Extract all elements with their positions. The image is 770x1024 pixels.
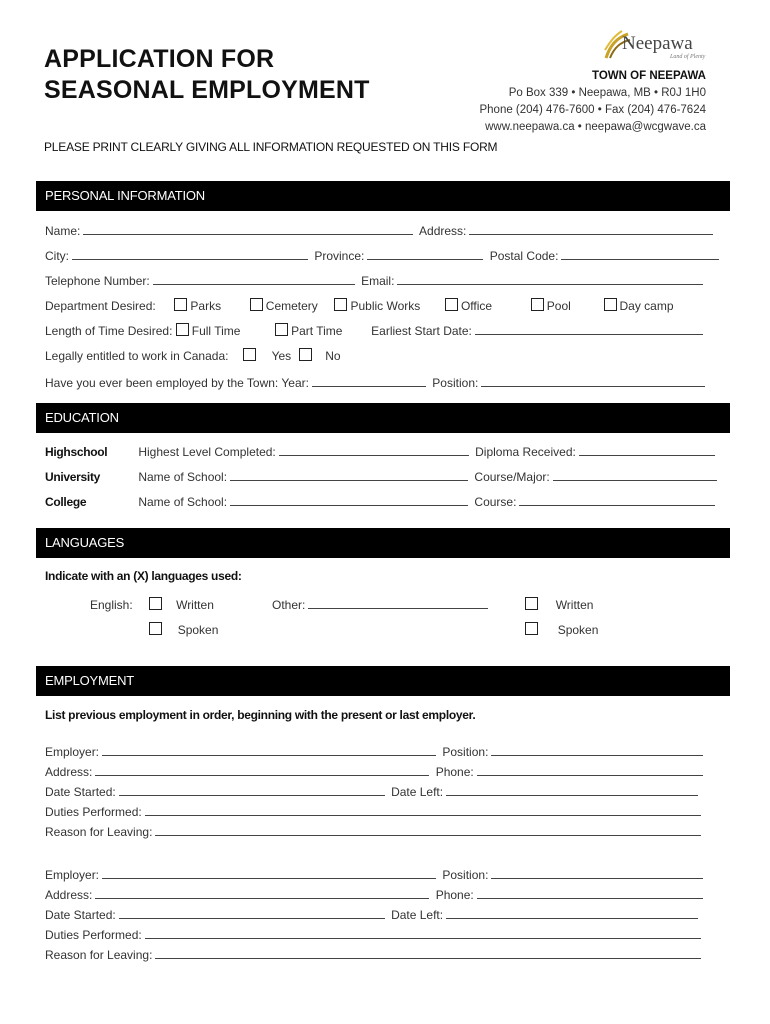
cemetery-checkbox[interactable] — [250, 298, 263, 311]
employer2-left-field[interactable] — [446, 907, 698, 919]
row-other-written — [525, 597, 593, 612]
employer1-duties-field[interactable] — [145, 804, 701, 816]
employer1-reason-row — [45, 824, 704, 839]
employer1-label: Employer: — [45, 745, 100, 759]
employer1-duties-label: Duties Performed: — [45, 805, 142, 819]
employer1-address-label: Address: — [45, 765, 93, 779]
employer2-duties-label: Duties Performed: — [45, 928, 142, 942]
logo-tagline: Land of Plenty — [670, 54, 706, 60]
row-city — [45, 248, 722, 263]
employer1-position-field[interactable] — [491, 744, 703, 756]
employer2-dates-row — [45, 907, 701, 922]
employer2-label: Employer: — [45, 868, 100, 882]
course-major-label: Course/Major: — [474, 470, 550, 484]
pool-label: Pool — [546, 299, 571, 313]
row-highschool — [45, 444, 718, 459]
town-phone: Phone (204) 476-7600 • Fax (204) 476-7624 — [479, 104, 706, 116]
university-label: University — [45, 470, 101, 484]
form-title-line1: APPLICATION FOR — [44, 45, 275, 73]
email-field[interactable] — [397, 273, 703, 285]
course-field[interactable] — [519, 494, 715, 506]
other-spoken-label: Spoken — [557, 623, 599, 637]
contact-block — [479, 68, 706, 136]
employer2-address-field[interactable] — [95, 887, 429, 899]
employer2-address-row — [45, 887, 706, 902]
town-name: TOWN OF NEEPAWA — [592, 70, 706, 82]
employer2-row — [45, 867, 706, 882]
public-works-checkbox[interactable] — [334, 298, 347, 311]
form-instruction: PLEASE PRINT CLEARLY GIVING ALL INFORMATION REQUESTED ON THIS FORM — [44, 140, 498, 154]
employer2-position-field[interactable] — [491, 867, 703, 879]
employer2-address-label: Address: — [45, 888, 93, 902]
yes-label: Yes — [271, 349, 292, 363]
highschool-label: Highschool — [45, 445, 108, 459]
length-label: Length of Time Desired: — [45, 324, 173, 338]
pool-checkbox[interactable] — [531, 298, 544, 311]
other-label: Other: — [272, 598, 306, 612]
employed-year-field[interactable] — [312, 375, 426, 387]
employer1-reason-field[interactable] — [155, 824, 701, 836]
employer2-duties-row — [45, 927, 704, 942]
row-legal — [45, 348, 345, 363]
section-education: EDUCATION — [36, 403, 730, 433]
town-web: www.neepawa.ca • neepawa@wcgwave.ca — [485, 121, 706, 133]
languages-instruction: Indicate with an (X) languages used: — [45, 569, 242, 583]
employer1-left-label: Date Left: — [391, 785, 444, 799]
english-written-label: Written — [176, 598, 214, 612]
office-checkbox[interactable] — [445, 298, 458, 311]
name-label: Name: — [45, 224, 81, 238]
college-label: College — [45, 495, 87, 509]
name-field[interactable] — [83, 223, 413, 235]
employed-before-label: Have you ever been employed by the Town: Year: — [45, 376, 309, 390]
college-school-field[interactable] — [230, 494, 468, 506]
part-time-label: Part Time — [291, 324, 343, 338]
employer2-reason-field[interactable] — [155, 947, 701, 959]
employer2-duties-field[interactable] — [145, 927, 701, 939]
employer2-field[interactable] — [102, 867, 436, 879]
row-english — [90, 597, 214, 612]
department-label: Department Desired: — [45, 299, 156, 313]
employer1-started-label: Date Started: — [45, 785, 116, 799]
province-field[interactable] — [367, 248, 483, 260]
postal-field[interactable] — [561, 248, 719, 260]
employer2-reason-label: Reason for Leaving: — [45, 948, 153, 962]
employer2-started-field[interactable] — [119, 907, 385, 919]
address-field[interactable] — [469, 223, 713, 235]
other-language-field[interactable] — [308, 597, 488, 609]
course-major-field[interactable] — [553, 469, 717, 481]
employer2-position-label: Position: — [442, 868, 489, 882]
diploma-field[interactable] — [579, 444, 715, 456]
employer1-row — [45, 744, 706, 759]
employer2-phone-label: Phone: — [435, 888, 474, 902]
prev-position-field[interactable] — [481, 375, 705, 387]
employer1-address-field[interactable] — [95, 764, 429, 776]
english-written-checkbox[interactable] — [149, 597, 162, 610]
start-date-label: Earliest Start Date: — [371, 324, 472, 338]
highest-level-label: Highest Level Completed: — [138, 445, 276, 459]
full-time-label: Full Time — [191, 324, 241, 338]
email-label: Email: — [361, 274, 395, 288]
province-label: Province: — [314, 249, 365, 263]
prev-position-label: Position: — [432, 376, 479, 390]
form-title-line2: SEASONAL EMPLOYMENT — [44, 76, 370, 104]
employment-instruction: List previous employment in order, beginning with the present or last employer. — [45, 708, 476, 722]
other-written-label: Written — [555, 598, 594, 612]
cemetery-label: Cemetery — [265, 299, 318, 313]
other-spoken-checkbox[interactable] — [525, 622, 538, 635]
employer1-phone-label: Phone: — [435, 765, 474, 779]
section-employment: EMPLOYMENT — [36, 666, 730, 696]
day-camp-label: Day camp — [619, 299, 674, 313]
city-field[interactable] — [72, 248, 308, 260]
other-written-checkbox[interactable] — [525, 597, 538, 610]
no-label: No — [325, 349, 341, 363]
row-other — [272, 597, 491, 612]
employer1-reason-label: Reason for Leaving: — [45, 825, 153, 839]
employer1-duties-row — [45, 804, 704, 819]
neepawa-logo — [600, 28, 710, 66]
employer1-left-field[interactable] — [446, 784, 698, 796]
section-personal: PERSONAL INFORMATION — [36, 181, 730, 211]
start-date-field[interactable] — [475, 323, 703, 335]
legal-no-checkbox[interactable] — [299, 348, 312, 361]
employer2-reason-row — [45, 947, 704, 962]
row-length — [45, 323, 706, 338]
address-label: Address: — [419, 224, 467, 238]
row-employed-before — [45, 375, 708, 390]
english-spoken-checkbox[interactable] — [149, 622, 162, 635]
parks-checkbox[interactable] — [174, 298, 187, 311]
full-time-checkbox[interactable] — [176, 323, 189, 336]
legal-label: Legally entitled to work in Canada: — [45, 349, 229, 363]
telephone-field[interactable] — [153, 273, 355, 285]
english-spoken-label: Spoken — [177, 623, 219, 637]
public-works-label: Public Works — [350, 299, 421, 313]
row-department — [45, 298, 678, 313]
employer2-phone-field[interactable] — [477, 887, 703, 899]
postal-label: Postal Code: — [489, 249, 559, 263]
form-title — [44, 44, 370, 106]
part-time-checkbox[interactable] — [275, 323, 288, 336]
employer1-started-field[interactable] — [119, 784, 385, 796]
employer1-address-row — [45, 764, 706, 779]
course-label: Course: — [474, 495, 517, 509]
employer1-position-label: Position: — [442, 745, 489, 759]
employer1-field[interactable] — [102, 744, 436, 756]
university-school-field[interactable] — [230, 469, 468, 481]
row-english-spoken — [149, 622, 218, 637]
row-phone-email — [45, 273, 706, 288]
parks-label: Parks — [190, 299, 222, 313]
city-label: City: — [45, 249, 69, 263]
office-label: Office — [460, 299, 493, 313]
logo-text: Neepawa — [622, 33, 693, 54]
row-name-address — [45, 223, 716, 238]
row-university — [45, 469, 720, 484]
legal-yes-checkbox[interactable] — [243, 348, 256, 361]
row-college — [45, 494, 718, 509]
town-address: Po Box 339 • Neepawa, MB • R0J 1H0 — [508, 87, 706, 99]
employer1-phone-field[interactable] — [477, 764, 703, 776]
day-camp-checkbox[interactable] — [604, 298, 617, 311]
college-school-label: Name of School: — [138, 495, 228, 509]
employer2-left-label: Date Left: — [391, 908, 444, 922]
university-school-label: Name of School: — [138, 470, 228, 484]
employer2-started-label: Date Started: — [45, 908, 116, 922]
telephone-label: Telephone Number: — [45, 274, 150, 288]
highest-level-field[interactable] — [279, 444, 469, 456]
row-other-spoken — [525, 622, 598, 637]
employer1-dates-row — [45, 784, 701, 799]
section-languages: LANGUAGES — [36, 528, 730, 558]
diploma-label: Diploma Received: — [475, 445, 576, 459]
english-label: English: — [90, 598, 133, 612]
